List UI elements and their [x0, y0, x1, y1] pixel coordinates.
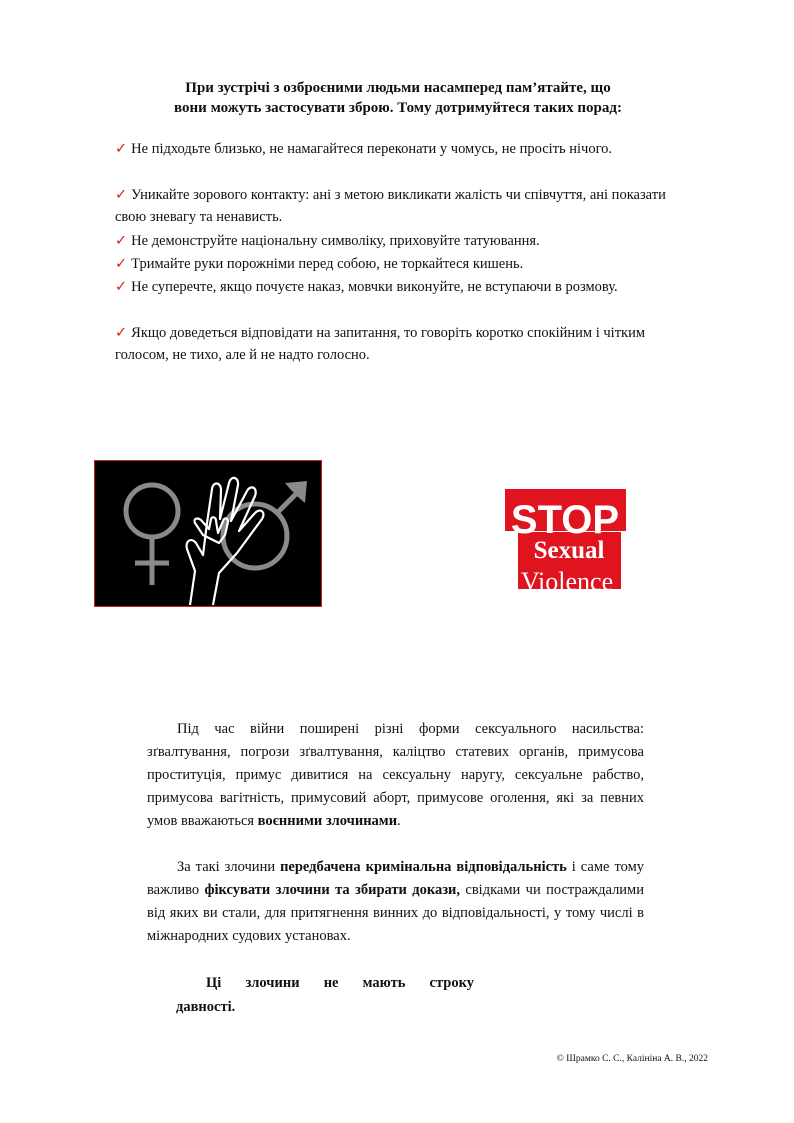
- stop-text: STOP: [510, 498, 620, 542]
- tip-item: [115, 276, 685, 298]
- tip-text: Не підходьте близько, не намагайтеся переконати у чомусь, не просіть нічого.: [131, 141, 613, 157]
- tip-item: [115, 230, 685, 252]
- criminal-liability-bold: передбачена кримінальна відповідальність: [280, 859, 567, 875]
- gender-symbols-hand-icon: [95, 461, 320, 605]
- check-icon: ✓: [115, 141, 128, 157]
- closing-statement: Ці злочини не мають строку давності.: [176, 975, 474, 1015]
- record-crimes-bold: фіксувати злочини та збирати докази,: [204, 882, 461, 898]
- intro-line-1: При зустрічі з озброєними людьми насамперед пам’ятайте, що: [185, 80, 611, 96]
- gender-symbols-hand-image: [94, 460, 322, 607]
- stop-sexual-violence-sign: [505, 489, 626, 589]
- check-icon: ✓: [115, 256, 128, 272]
- check-icon: ✓: [115, 279, 128, 295]
- tip-text: Не демонструйте національну символіку, приховуйте татуювання.: [131, 233, 540, 249]
- tip-item: [115, 253, 685, 275]
- tip-text: Не суперечте, якщо почуєте наказ, мовчки виконуйте, не вступаючи в розмову.: [131, 279, 618, 295]
- sexual-text: Sexual: [533, 537, 605, 564]
- tip-text: Уникайте зорового контакту: ані з метою викликати жалість чи співчуття, ані показати свою зневагу та ненависть.: [115, 187, 666, 225]
- paragraph-liability: За такі злочини передбачена кримінальна відповідальність і саме тому важливо фіксувати злочини та збирати докази, свідками чи постраждалими від яких ви стали, для притягнення винних до відповідальності, у тому числі в міжнародних судових установах.: [147, 859, 644, 944]
- intro-heading: [118, 78, 678, 118]
- tip-item: [115, 138, 685, 160]
- intro-line-2: вони можуть застосувати зброю. Тому дотримуйтеся таких порад:: [174, 100, 622, 116]
- check-icon: ✓: [115, 325, 128, 341]
- war-crimes-bold: воєнними злочинами: [257, 813, 398, 829]
- tip-text: Якщо доведеться відповідати на запитання, то говоріть коротко спокійним і чітким голосом, не тихо, але й не надто голосно.: [115, 325, 646, 363]
- tip-item: [115, 322, 660, 366]
- copyright-note: © Шрамко С. С., Калініна А. В., 2022: [556, 1054, 708, 1064]
- check-icon: ✓: [115, 187, 128, 203]
- paragraph-forms-of-violence: Під час війни поширені різні форми сексуального насильства: зґвалтування, погрози зґвалтування, каліцтво статевих органів, примусова проституція, примус дивитися на сексуальну наругу, сексуальне рабство, примусова вагітність, примусовий аборт, примусове оголення, які за певних умов вважаються воєнними злочинами.: [147, 721, 644, 829]
- violence-text: Violence: [520, 567, 614, 589]
- tip-item: [115, 184, 675, 228]
- check-icon: ✓: [115, 233, 128, 249]
- tip-text: Тримайте руки порожніми перед собою, не торкайтеся кишень.: [131, 256, 524, 272]
